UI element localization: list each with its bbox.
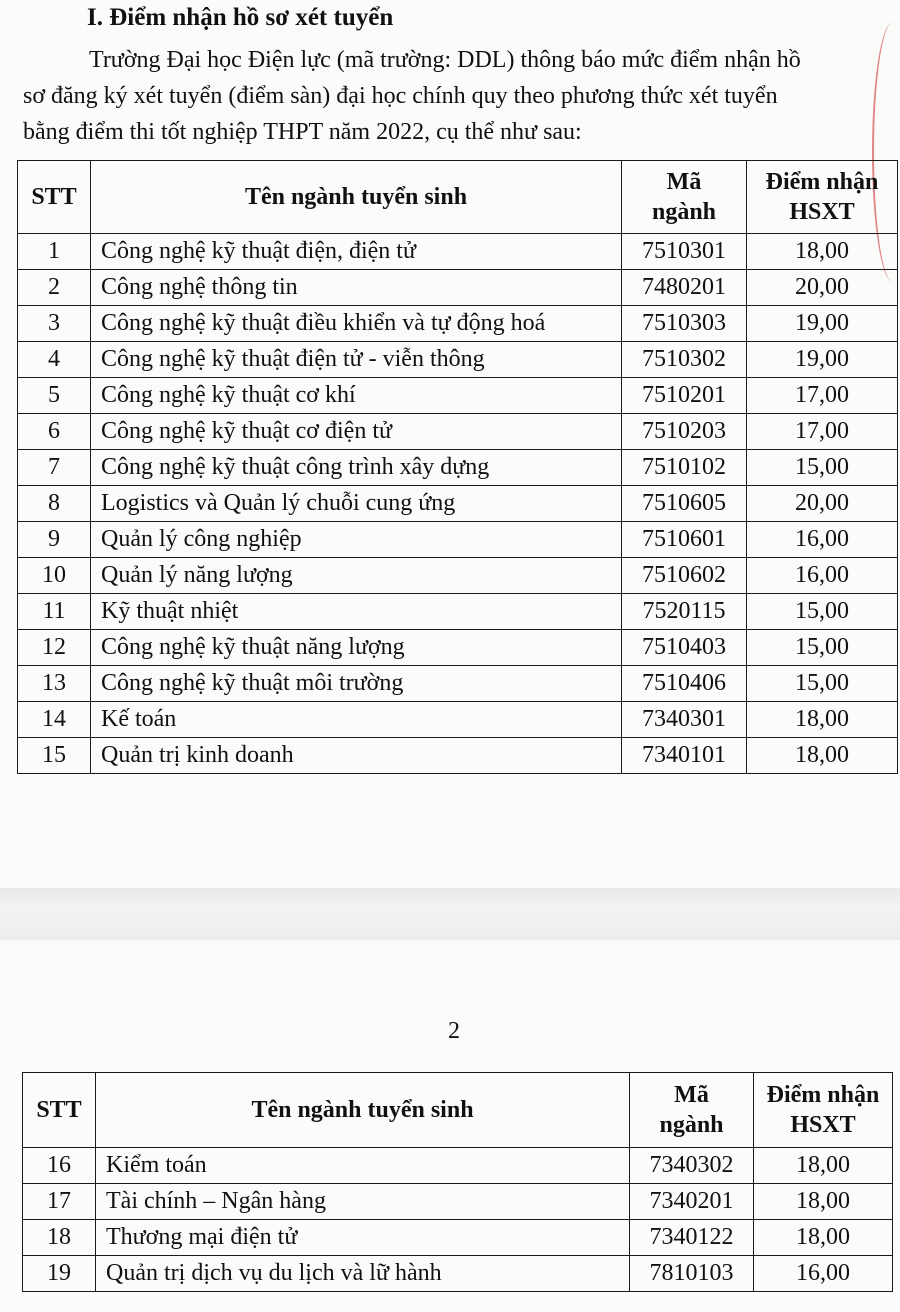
intro-paragraph bbox=[23, 42, 900, 150]
cell-stt: 15 bbox=[18, 738, 91, 774]
paragraph-line: bằng điểm thi tốt nghiệp THPT năm 2022, cụ thể như sau: bbox=[23, 119, 582, 145]
cell-major-name: Công nghệ kỹ thuật môi trường bbox=[91, 666, 622, 702]
cell-threshold-score: 18,00 bbox=[754, 1148, 893, 1184]
cell-threshold-score: 16,00 bbox=[754, 1256, 893, 1292]
header-stt: STT bbox=[18, 161, 91, 234]
cell-stt: 17 bbox=[23, 1184, 96, 1220]
cell-stt: 9 bbox=[18, 522, 91, 558]
cell-major-code: 7510201 bbox=[622, 378, 747, 414]
paragraph-line: sơ đăng ký xét tuyển (điểm sàn) đại học chính quy theo phương thức xét tuyển bbox=[23, 83, 778, 109]
cell-major-code: 7340101 bbox=[622, 738, 747, 774]
cell-stt: 10 bbox=[18, 558, 91, 594]
cell-major-code: 7810103 bbox=[630, 1256, 754, 1292]
cell-major-name: Công nghệ kỹ thuật điện tử - viễn thông bbox=[91, 342, 622, 378]
table-row bbox=[18, 594, 898, 630]
cell-major-name: Quản lý năng lượng bbox=[91, 558, 622, 594]
table-row bbox=[18, 702, 898, 738]
table-row bbox=[18, 558, 898, 594]
header-stt: STT bbox=[23, 1073, 96, 1148]
cell-threshold-score: 16,00 bbox=[747, 522, 898, 558]
header-threshold-score bbox=[754, 1073, 893, 1148]
cell-major-name: Thương mại điện tử bbox=[96, 1220, 630, 1256]
table-row bbox=[23, 1184, 893, 1220]
table-row bbox=[18, 342, 898, 378]
table-row bbox=[18, 270, 898, 306]
table-row bbox=[23, 1148, 893, 1184]
cell-major-code: 7510601 bbox=[622, 522, 747, 558]
cell-stt: 13 bbox=[18, 666, 91, 702]
cell-major-name: Tài chính – Ngân hàng bbox=[96, 1184, 630, 1220]
cell-stt: 4 bbox=[18, 342, 91, 378]
table-row bbox=[18, 306, 898, 342]
paragraph-line: Trường Đại học Điện lực (mã trường: DDL) thông báo mức điểm nhận hồ bbox=[89, 47, 801, 73]
page-number: 2 bbox=[448, 1018, 460, 1044]
table-row bbox=[18, 666, 898, 702]
header-code-line2: ngành bbox=[659, 1112, 724, 1138]
cell-threshold-score: 18,00 bbox=[747, 702, 898, 738]
header-score-line1: Điểm nhận bbox=[766, 1082, 880, 1108]
page-separator bbox=[0, 888, 900, 940]
cell-stt: 19 bbox=[23, 1256, 96, 1292]
table-row bbox=[18, 450, 898, 486]
header-score-line2: HSXT bbox=[790, 1112, 856, 1138]
cell-threshold-score: 15,00 bbox=[747, 666, 898, 702]
cell-major-name: Quản trị dịch vụ du lịch và lữ hành bbox=[96, 1256, 630, 1292]
table-header-row bbox=[23, 1073, 893, 1148]
cell-major-name: Quản trị kinh doanh bbox=[91, 738, 622, 774]
cell-stt: 8 bbox=[18, 486, 91, 522]
table-row bbox=[18, 378, 898, 414]
table-row bbox=[23, 1220, 893, 1256]
cell-threshold-score: 18,00 bbox=[747, 738, 898, 774]
cell-stt: 16 bbox=[23, 1148, 96, 1184]
admission-score-table-1 bbox=[17, 160, 898, 774]
header-code-line1: Mã bbox=[666, 169, 702, 195]
cell-major-code: 7340201 bbox=[630, 1184, 754, 1220]
cell-stt: 18 bbox=[23, 1220, 96, 1256]
cell-stt: 11 bbox=[18, 594, 91, 630]
header-major-code bbox=[622, 161, 747, 234]
cell-major-code: 7510203 bbox=[622, 414, 747, 450]
cell-stt: 12 bbox=[18, 630, 91, 666]
cell-major-code: 7510605 bbox=[622, 486, 747, 522]
header-code-line1: Mã bbox=[674, 1082, 709, 1108]
cell-threshold-score: 16,00 bbox=[747, 558, 898, 594]
cell-major-code: 7510102 bbox=[622, 450, 747, 486]
cell-threshold-score: 18,00 bbox=[747, 234, 898, 270]
cell-major-code: 7510602 bbox=[622, 558, 747, 594]
cell-major-code: 7510303 bbox=[622, 306, 747, 342]
cell-major-code: 7510406 bbox=[622, 666, 747, 702]
cell-stt: 3 bbox=[18, 306, 91, 342]
cell-threshold-score: 18,00 bbox=[754, 1184, 893, 1220]
cell-major-code: 7340301 bbox=[622, 702, 747, 738]
table-row bbox=[18, 414, 898, 450]
cell-threshold-score: 15,00 bbox=[747, 450, 898, 486]
table-row bbox=[18, 738, 898, 774]
table-row bbox=[18, 522, 898, 558]
cell-threshold-score: 19,00 bbox=[747, 306, 898, 342]
table-row bbox=[18, 486, 898, 522]
header-code-line2: ngành bbox=[651, 199, 717, 225]
cell-major-name: Công nghệ kỹ thuật năng lượng bbox=[91, 630, 622, 666]
cell-major-code: 7510403 bbox=[622, 630, 747, 666]
cell-threshold-score: 15,00 bbox=[747, 630, 898, 666]
table-row bbox=[23, 1256, 893, 1292]
cell-major-name: Công nghệ kỹ thuật cơ khí bbox=[91, 378, 622, 414]
header-score-line2: HSXT bbox=[789, 199, 855, 225]
cell-stt: 5 bbox=[18, 378, 91, 414]
cell-threshold-score: 20,00 bbox=[747, 270, 898, 306]
cell-stt: 1 bbox=[18, 234, 91, 270]
section-heading: I. Điểm nhận hồ sơ xét tuyển bbox=[87, 4, 394, 31]
cell-threshold-score: 18,00 bbox=[754, 1220, 893, 1256]
cell-major-code: 7340302 bbox=[630, 1148, 754, 1184]
cell-major-name: Công nghệ kỹ thuật điều khiển và tự động hoá bbox=[91, 306, 622, 342]
cell-threshold-score: 17,00 bbox=[747, 378, 898, 414]
cell-major-code: 7510302 bbox=[622, 342, 747, 378]
cell-stt: 14 bbox=[18, 702, 91, 738]
header-score-line1: Điểm nhận bbox=[765, 169, 879, 195]
header-threshold-score bbox=[747, 161, 898, 234]
cell-major-name: Công nghệ kỹ thuật công trình xây dựng bbox=[91, 450, 622, 486]
cell-major-code: 7510301 bbox=[622, 234, 747, 270]
header-major-name: Tên ngành tuyển sinh bbox=[96, 1073, 630, 1148]
cell-threshold-score: 17,00 bbox=[747, 414, 898, 450]
cell-major-name: Kiểm toán bbox=[96, 1148, 630, 1184]
cell-threshold-score: 15,00 bbox=[747, 594, 898, 630]
admission-score-table-2 bbox=[22, 1072, 893, 1292]
cell-major-code: 7340122 bbox=[630, 1220, 754, 1256]
cell-major-name: Công nghệ kỹ thuật cơ điện tử bbox=[91, 414, 622, 450]
cell-stt: 7 bbox=[18, 450, 91, 486]
cell-major-code: 7520115 bbox=[622, 594, 747, 630]
cell-major-name: Logistics và Quản lý chuỗi cung ứng bbox=[91, 486, 622, 522]
header-major-code bbox=[630, 1073, 754, 1148]
header-major-name: Tên ngành tuyển sinh bbox=[91, 161, 622, 234]
table-header-row bbox=[18, 161, 898, 234]
cell-major-name: Công nghệ thông tin bbox=[91, 270, 622, 306]
table-body bbox=[18, 234, 898, 774]
cell-threshold-score: 20,00 bbox=[747, 486, 898, 522]
table-row bbox=[18, 234, 898, 270]
table-row bbox=[18, 630, 898, 666]
cell-major-name: Quản lý công nghiệp bbox=[91, 522, 622, 558]
cell-threshold-score: 19,00 bbox=[747, 342, 898, 378]
cell-major-code: 7480201 bbox=[622, 270, 747, 306]
cell-major-name: Kế toán bbox=[91, 702, 622, 738]
cell-stt: 6 bbox=[18, 414, 91, 450]
cell-major-name: Công nghệ kỹ thuật điện, điện tử bbox=[91, 234, 622, 270]
cell-major-name: Kỹ thuật nhiệt bbox=[91, 594, 622, 630]
table-body bbox=[23, 1148, 893, 1292]
cell-stt: 2 bbox=[18, 270, 91, 306]
